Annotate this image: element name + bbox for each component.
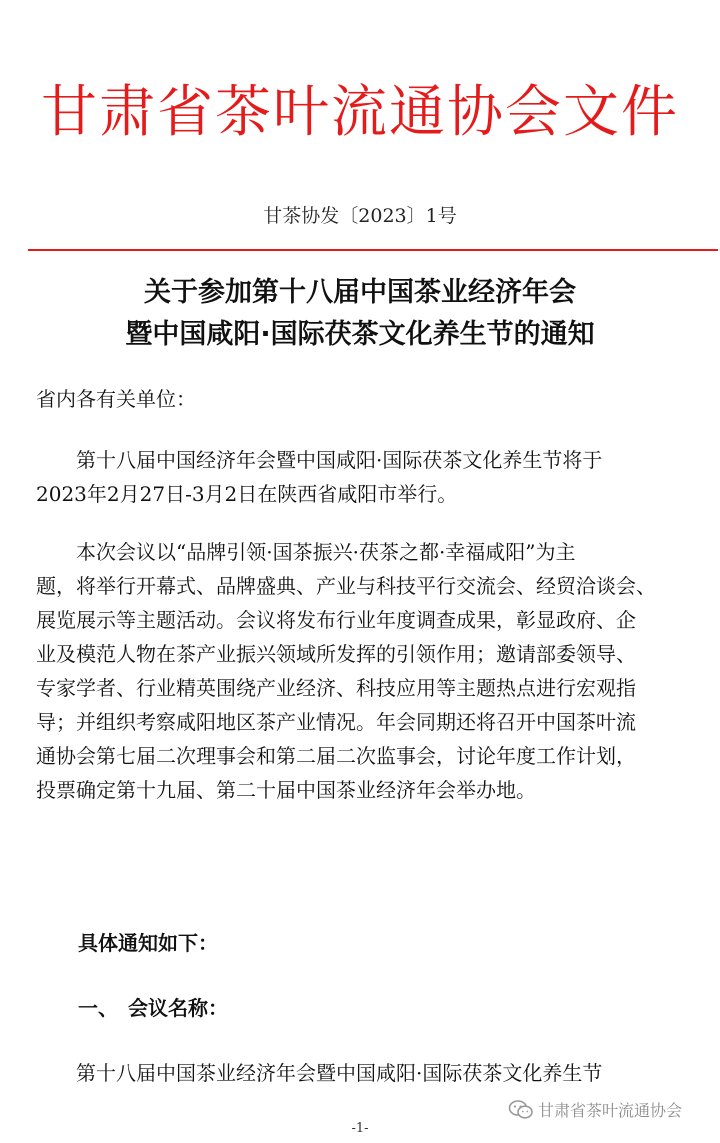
wechat-icon xyxy=(508,1099,534,1121)
section-1-heading: 一、 会议名称： xyxy=(78,996,228,1020)
paragraph-line: 通协会第七届二次理事会和第二届二次监事会，讨论年度工作计划， xyxy=(36,744,636,768)
paragraph-intro xyxy=(36,443,694,511)
paragraph-line: 第十八届中国茶业经济年会暨中国咸阳·国际茯茶文化养生节 xyxy=(36,1061,603,1085)
paragraph-line: 展览展示等主题活动。会议将发布行业年度调查成果，彰显政府、企 xyxy=(36,608,636,632)
salutation: 省内各有关单位： xyxy=(36,387,196,411)
paragraph-line: 业及模范人物在茶产业振兴领域所发挥的引领作用；邀请部委领导、 xyxy=(36,642,636,666)
paragraph-theme xyxy=(36,535,694,807)
paragraph-meeting-name xyxy=(36,1056,694,1090)
paragraph-line: 投票确定第十九届、第二十届中国茶业经济年会举办地。 xyxy=(36,778,536,802)
paragraph-line: 第十八届中国经济年会暨中国咸阳·国际茯茶文化养生节将于 xyxy=(36,448,603,472)
notice-title-line-1: 关于参加第十八届中国茶业经济年会 xyxy=(144,277,576,308)
watermark-text: 甘肃省茶叶流通协会 xyxy=(538,1101,683,1120)
page-number: -1- xyxy=(351,1121,369,1136)
paragraph-line: 导；并组织考察咸阳地区茶产业情况。年会同期还将召开中国茶叶流 xyxy=(36,710,636,734)
paragraph-line: 2023年2月27日-3月2日在陕西省咸阳市举行。 xyxy=(36,482,458,506)
paragraph-line: 题，将举行开幕式、品牌盛典、产业与科技平行交流会、经贸洽谈会、 xyxy=(36,574,656,598)
document-number: 甘茶协发〔2023〕1号 xyxy=(263,205,457,227)
notice-title xyxy=(0,272,720,356)
details-heading: 具体通知如下： xyxy=(78,931,218,955)
document-header-title: 甘肃省茶叶流通协会文件 xyxy=(41,80,679,145)
red-divider-line xyxy=(28,249,718,251)
notice-title-line-2: 暨中国咸阳·国际茯茶文化养生节的通知 xyxy=(125,319,595,350)
paragraph-line: 专家学者、行业精英围绕产业经济、科技应用等主题热点进行宏观指 xyxy=(36,676,636,700)
wechat-watermark xyxy=(508,1098,682,1121)
paragraph-line: 本次会议以“品牌引领·国茶振兴·茯茶之都·幸福咸阳”为主 xyxy=(36,540,576,564)
